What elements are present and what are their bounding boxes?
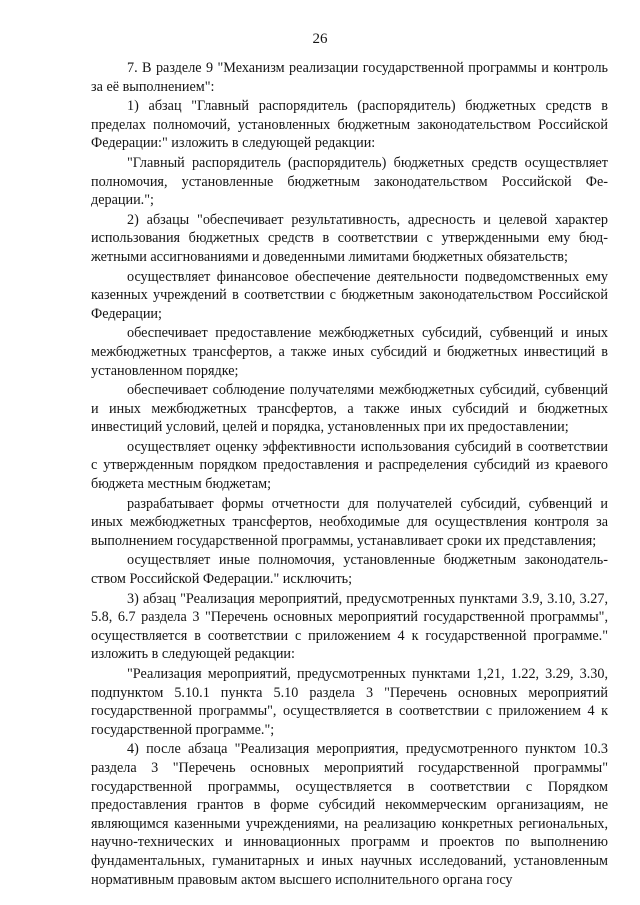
paragraph-item-2-reporting: разрабатывает формы отчетности для получателей субсидий, субвенций и иных межбюджетных трансфертов, необходимые для осуществления контроля за выполнением государственной программы, устанавливает сроки их представления;	[91, 495, 608, 549]
paragraph-item-2-compliance: обеспечивает соблюдение получателями межбюджетных субсидий, субвенций и иных межбюджетных трансфертов, а также иных субсидий и бюджетных инвестиций условий, целей и порядка, установленных при их предоставлении;	[91, 382, 608, 436]
paragraph-item-2-subsidies: обеспечивает предоставление межбюджетных субсидий, субвенций и иных межбюджетных трансфертов, а также иных субсидий и бюджетных инвестиций в установленном порядке;	[91, 325, 608, 379]
paragraph-item-1-new-text: "Главный распорядитель (распорядитель) бюджетных средств осуществляет полномочия, установленные бюджетным законодательством Российской Федерации.";	[91, 154, 608, 209]
paragraph-item-3-new-text: "Реализация мероприятий, предусмотренных пунктами 1,21, 1.22, 3.29, 3.30, подпунктом 5.10.1 пункта 5.10 раздела 3 "Перечень основных мероприятий государственной программы", осуществляется в соответствии с приложением 4 к государственной программе.";	[91, 666, 608, 738]
page-number: 26	[312, 31, 328, 47]
paragraph-item-1: 1) абзац "Главный распорядитель (распорядитель) бюджетных средств в пределах полномочий, установленных бюджетным законодательством Российской Федерации:" изложить в следующей редакции:	[91, 98, 608, 152]
paragraph-item-3: 3) абзац "Реализация мероприятий, предусмотренных пунктами 3.9, 3.10, 3.27, 5.8, 6.7 раздела 3 "Перечень основных мероприятий государственной программы", осуществляется в соответствии с приложением 4 к государственной программе." изложить в следующей редакции:	[91, 590, 608, 663]
paragraph-item-2: 2) абзацы "обеспечивает результативность, адресность и целевой характер использования бюджетных средств в соответствии с утвержденными ему бюджетными ассигнованиями и доведенными лимитами бюджетных обязательств;	[91, 211, 608, 265]
paragraph-item-2-evaluation: осуществляет оценку эффективности использования субсидий в соответствии с утвержденным порядком предоставления и распределения субсидий из краевого бюджета местным бюджетам;	[91, 438, 608, 493]
paragraph-item-2-finance: осуществляет финансовое обеспечение деятельности подведомственных ему казенных учреждений в соответствии с бюджетным законодательством Российской Федерации;	[91, 268, 608, 322]
document-body	[91, 59, 608, 889]
paragraph-section-7-heading: 7. В разделе 9 "Механизм реализации государственной программы и контроль за её выполнением":	[91, 60, 608, 95]
paragraph-item-4: 4) после абзаца "Реализация мероприятия, предусмотренного пунктом 10.3 раздела 3 "Перечень основных мероприятий государственной программы" государственной программы, осуществляется в соответствии с Порядком предоставления грантов в форме субсидий некоммерческим организациям, не являющимся казенными учреждениями, на реализацию конкретных региональных, научно-технических и инновационных программ и проектов по выполнению фундаментальных, гуманитарных и иных научных исследований, установленным нормативным правовым актом высшего исполнительного органа госу	[91, 741, 608, 888]
paragraph-item-2-other-powers: осуществляет иные полномочия, установленные бюджетным законодательством Российской Федерации." исключить;	[91, 552, 608, 588]
